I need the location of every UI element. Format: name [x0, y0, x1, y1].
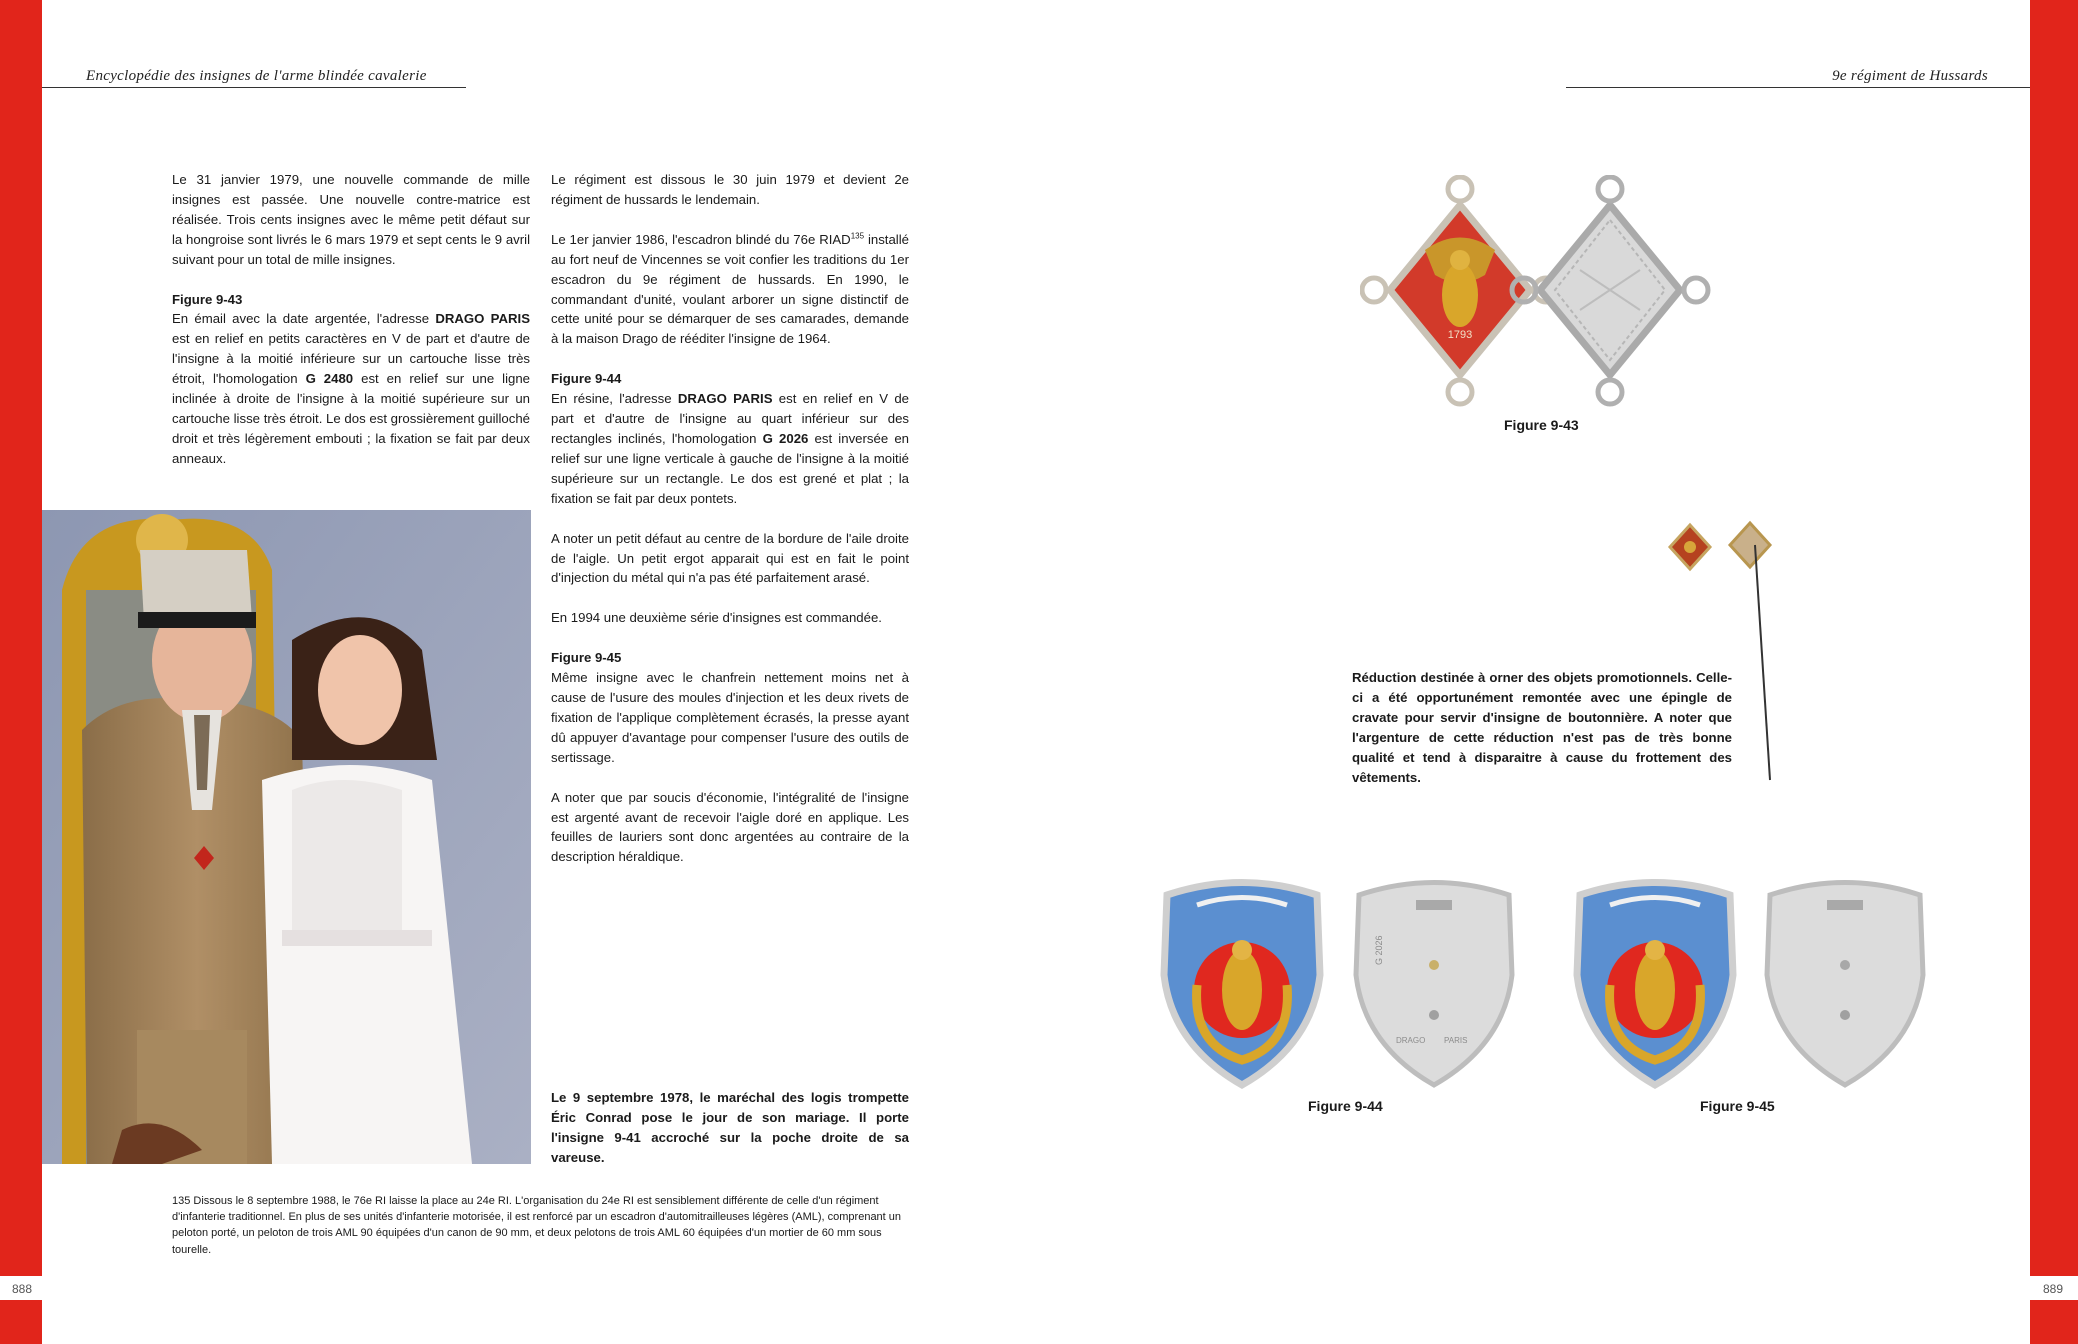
- paragraph: En 1994 une deuxième série d'insignes est commandée.: [551, 610, 882, 626]
- figure-9-44-caption: Figure 9-44: [1308, 1098, 1383, 1114]
- figure-heading-9-45: Figure 9-45: [551, 650, 622, 666]
- left-red-band-bottom: [0, 1300, 42, 1344]
- paragraph: Le 31 janvier 1979, une nouvelle commande de mille insignes est passée. Une nouvelle contre-matrice est réalisée. Trois cents insignes avec le même petit défaut sur la hongroise sont livrés le 6 mars 1979 et sept cents le 9 avril suivant pour un total de mille insignes.: [172, 172, 530, 267]
- figure-9-45-image: [1565, 875, 1935, 1090]
- left-running-header: Encyclopédie des insignes de l'arme blindée cavalerie: [86, 68, 427, 84]
- figure-9-43-caption: Figure 9-43: [1504, 417, 1579, 433]
- photo-caption: Le 9 septembre 1978, le maréchal des logis trompette Éric Conrad pose le jour de son mariage. Il porte l'insigne 9-41 accroché sur la poche droite de sa vareuse.: [551, 1090, 909, 1165]
- figure-heading-9-44: Figure 9-44: [551, 371, 622, 387]
- wedding-photo: [42, 510, 531, 1164]
- paragraph: Le 1er janvier 1986, l'escadron blindé du 76e RIAD$^{135}$ installé au fort neuf de Vincennes se voit confier les traditions du 1er escadron du 9e régiment de hussards. En 1990, le commandant d'unité, voulant arborer un signe distinctif de cette unité pour se démarquer de ses camarades, demande à la maison Drago de rééditer l'insigne de 1964.: [551, 231, 909, 347]
- left-text-column: [172, 170, 530, 489]
- right-red-band: [2030, 0, 2078, 1276]
- badge-9-45-back: [1767, 883, 1923, 1086]
- figure-9-45-caption: Figure 9-45: [1700, 1098, 1775, 1114]
- paragraph-fig-9-43: En émail avec la date argentée, l'adresse DRAGO PARIS est en relief en petits caractères en V de part et d'autre de l'insigne à la moitié inférieure sur un cartouche lisse très étroit, l'homologation G 2480 est en relief sur une ligne inclinée à droite de l'insigne à la moitié supérieure sur un cartouche lisse très étroit. Le dos est grossièrement guilloché droit et très légèrement embouti ; la fixation se fait par deux anneaux.: [172, 311, 530, 466]
- figure-heading-9-43: Figure 9-43: [172, 291, 243, 307]
- right-text-column: [551, 170, 909, 887]
- back-drago-text: DRAGO: [1396, 1036, 1426, 1045]
- right-red-band-bottom: [2030, 1300, 2078, 1344]
- paragraph: A noter un petit défaut au centre de la bordure de l'aile droite de l'aigle. Un petit ergot apparait qui est en fait le point d'injection du métal qui n'a pas été parfaitement arasé.: [551, 530, 909, 586]
- badge-date-text: 1793: [1447, 329, 1473, 341]
- figure-9-43-image: [1360, 175, 1715, 410]
- page-number-left: 888: [12, 1282, 33, 1296]
- figure-9-44-image: [1152, 875, 1522, 1090]
- page-number-right: 889: [2043, 1282, 2064, 1296]
- left-red-band: [0, 0, 42, 1276]
- paragraph: Le régiment est dissous le 30 juin 1979 et devient 2e régiment de hussards le lendemain.: [551, 172, 909, 207]
- reduction-description: Réduction destinée à orner des objets promotionnels. Celle-ci a été opportunément remontée avec une épingle de cravate pour servir d'insigne de boutonnière. A noter que l'argenture de cette réduction n'est pas de très bonne qualité et tend à disparaitre à cause du frottement des vêtements.: [1352, 670, 1732, 785]
- badge-9-43-front: [1362, 177, 1558, 404]
- paragraph-fig-9-44: En résine, l'adresse DRAGO PARIS est en relief en V de part et d'autre de l'insigne au quart inférieur sur des rectangles inclinés, l'homologation G 2026 est inversée en relief sur une ligne verticale à gauche de l'insigne à la moitié supérieure sur un rectangle. Le dos est grené et plat ; la fixation se fait par deux pontets.: [551, 391, 910, 506]
- paragraph: A noter que par soucis d'économie, l'intégralité de l'insigne est argenté avant de recevoir l'aigle doré en applique. Les feuilles de lauriers sont donc argentées au contraire de la description héraldique.: [551, 789, 909, 865]
- badge-9-44-back: [1356, 883, 1512, 1086]
- right-header-rule: [1566, 87, 2030, 88]
- back-paris-text: PARIS: [1444, 1036, 1468, 1045]
- tie-pin-badge: [1730, 523, 1770, 780]
- badge-9-44-front: [1164, 883, 1320, 1086]
- footnote-135: 135 Dissous le 8 septembre 1988, le 76e RI laisse la place au 24e RI. L'organisation du 24e RI est sensiblement différente de celle d'un régiment d'infanterie traditionnel. En plus de ses unités d'infanterie motorisée, il est renforcé par un escadron d'automitrailleuses légères (AML), comprenant un peloton porté, un peloton de trois AML 90 équipées d'un canon de 90 mm, et deux pelotons de trois AML 60 équipées d'un mortier de 60 mm sous tourelle.: [172, 1195, 902, 1256]
- right-running-header: 9e régiment de Hussards: [1832, 68, 1988, 84]
- back-homologation-text: G 2026: [1374, 935, 1384, 965]
- small-reduction-badge: [1670, 525, 1710, 569]
- badge-9-45-front: [1577, 883, 1733, 1086]
- badge-9-43-back: [1512, 177, 1708, 404]
- left-header-rule: [42, 87, 466, 88]
- paragraph-fig-9-45: Même insigne avec le chanfrein nettement moins net à cause de l'usure des moules d'injection et les deux rivets de fixation de l'applique complètement écrasés, la presse ayant dû appuyer d'avantage pour compenser l'usure des outils de sertissage.: [551, 670, 909, 765]
